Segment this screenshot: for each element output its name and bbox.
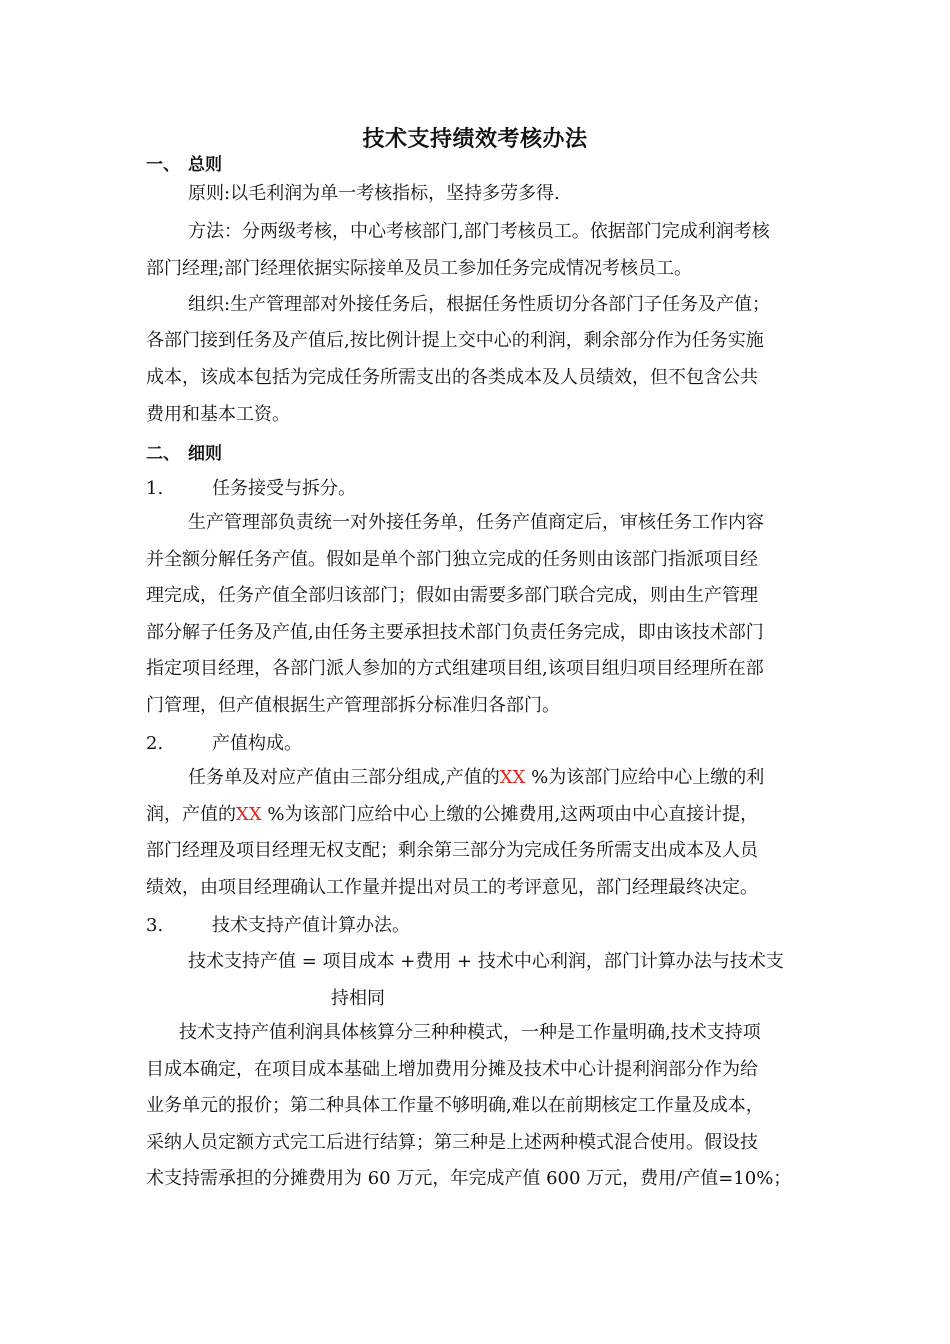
- item-label: 产值构成。: [212, 733, 302, 754]
- placeholder-percent: XX: [236, 804, 262, 825]
- formula-line: 技术支持产值 = 项目成本 +费用 + 技术中心利润，部门计算办法与技术支: [188, 951, 784, 972]
- item2-line: [146, 802, 808, 828]
- item2-text: %为该部门应给中心上缴的利: [525, 767, 765, 788]
- principle-paragraph: 原则:以毛利润为单一考核指标，坚持多劳多得.: [188, 183, 560, 204]
- section-number: 一、: [146, 155, 180, 175]
- organization-line: 成本，该成本包括为完成任务所需支出的各类成本及人员绩效，但不包含公共: [146, 367, 758, 388]
- item3-line: 技术支持产值利润具体核算分三种种模式，一种是工作量明确,技术支持项: [179, 1022, 761, 1043]
- numbered-item-3: [146, 911, 410, 937]
- item-label: 任务接受与拆分。: [212, 478, 356, 499]
- organization-line: 各部门接到任务及产值后,按比例计提上交中心的利润，剩余部分作为任务实施: [146, 330, 764, 351]
- item-number: 1.: [146, 478, 164, 499]
- item-label: 技术支持产值计算办法。: [212, 915, 410, 936]
- item2-text: %为该部门应给中心上缴的公摊费用,这两项由中心直接计提，: [261, 804, 759, 825]
- item2-text: 任务单及对应产值由三部分组成,产值的: [188, 767, 500, 788]
- item1-line: 理完成，任务产值全部归该部门；假如由需要多部门联合完成，则由生产管理: [146, 585, 758, 606]
- method-line: 方法：分两级考核，中心考核部门,部门考核员工。依据部门完成利润考核: [188, 221, 770, 242]
- item2-text: 润，产值的: [146, 804, 236, 825]
- item1-line: 并全额分解任务产值。假如是单个部门独立完成的任务则由该部门指派项目经: [146, 549, 758, 570]
- item3-line: 业务单元的报价；第二种具体工作量不够明确,难以在前期核定工作量及成本，: [146, 1095, 764, 1116]
- item1-line: 生产管理部负责统一对外接任务单，任务产值商定后，审核任务工作内容: [188, 512, 764, 533]
- section-title: 细则: [188, 444, 222, 464]
- method-line: 部门经理;部门经理依据实际接单及员工参加任务完成情况考核员工。: [146, 258, 693, 279]
- section-heading-general: [146, 150, 222, 175]
- item3-line: 术支持需承担的分摊费用为 60 万元，年完成产值 600 万元，费用/产值=10%；: [146, 1168, 792, 1189]
- document-title: 技术支持绩效考核办法: [362, 126, 588, 152]
- organization-line: 组织:生产管理部对外接任务后，根据任务性质切分各部门子任务及产值；: [188, 294, 771, 315]
- item2-line: 绩效，由项目经理确认工作量并提出对员工的考评意见，部门经理最终决定。: [146, 877, 758, 898]
- item3-line: 目成本确定，在项目成本基础上增加费用分摊及技术中心计提利润部分作为给: [146, 1059, 758, 1080]
- organization-line: 费用和基本工资。: [146, 404, 290, 425]
- numbered-item-1: [146, 474, 356, 500]
- item-number: 2.: [146, 733, 164, 754]
- item1-line: 门管理，但产值根据生产管理部拆分标准归各部门。: [146, 695, 560, 716]
- item2-line: 部门经理及项目经理无权支配；剩余第三部分为完成任务所需支出成本及人员: [146, 840, 758, 861]
- item1-line: 部分解子任务及产值,由任务主要承担技术部门负责任务完成，即由该技术部门: [146, 622, 764, 643]
- section-title: 总则: [188, 155, 222, 175]
- item1-line: 指定项目经理，各部门派人参加的方式组建项目组,该项目组归项目经理所在部: [146, 658, 764, 679]
- placeholder-percent: XX: [499, 767, 526, 788]
- item2-line: [146, 765, 850, 791]
- item3-line: 采纳人员定额方式完工后进行结算；第三种是上述两种模式混合使用。假设技: [146, 1132, 758, 1153]
- numbered-item-2: [146, 729, 302, 755]
- formula-line: 持相同: [331, 988, 385, 1009]
- item-number: 3.: [146, 915, 164, 936]
- section-heading-details: [146, 439, 222, 464]
- section-number: 二、: [146, 444, 180, 464]
